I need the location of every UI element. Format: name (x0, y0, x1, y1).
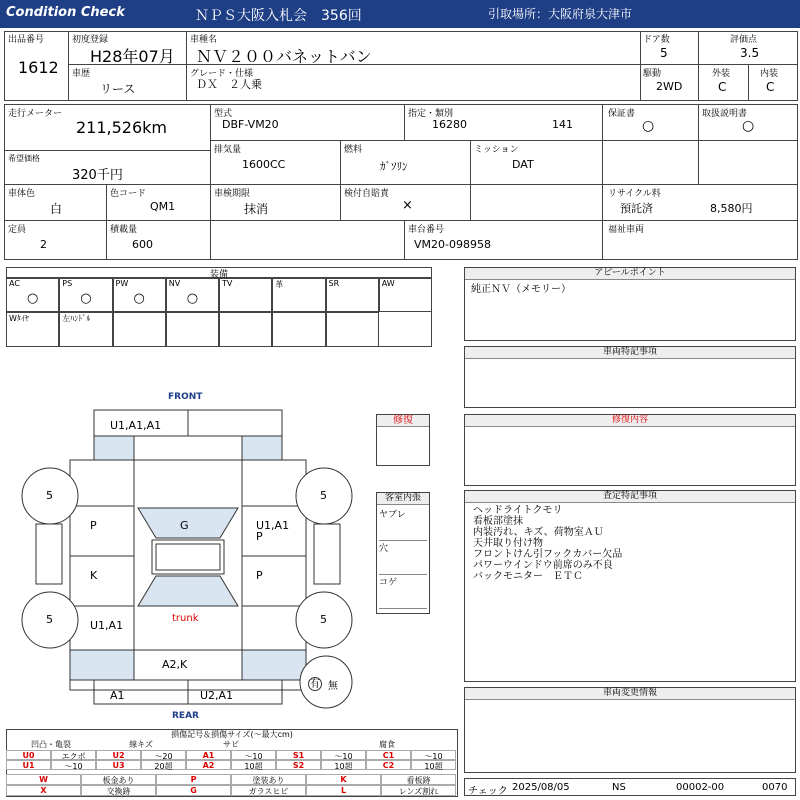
history: リース (100, 82, 136, 96)
mileage: 211,526km (76, 118, 168, 137)
check-code2: 0070 (762, 782, 788, 793)
inspector-notes-title: 査定特記事項 (465, 491, 795, 503)
tire-front-right: 5 (320, 489, 327, 502)
appeal-title: アピールポイント (465, 268, 795, 280)
interior: C (766, 80, 775, 94)
equipment-cell (6, 312, 59, 347)
legend-cell: G (156, 785, 231, 796)
vehicle-notes-title: 車両特記事項 (465, 347, 795, 359)
legend-title: 損傷記号＆損傷サイズ(〜最大cm) (171, 730, 293, 739)
equipment-key: PS (62, 279, 73, 288)
header-title: Condition Check (6, 5, 125, 20)
equipment-cell (166, 312, 219, 347)
legend-cell: P (156, 774, 231, 785)
equipment-key: Wﾀｲﾔ (9, 314, 29, 323)
interior-label: 内装 (760, 69, 779, 79)
lot-no-label: 出品番号 (8, 35, 45, 45)
vehicle-notes-box (464, 346, 796, 408)
mark-left-bottom: U1,A1 (90, 619, 124, 632)
model-type: DBF-VM20 (222, 118, 279, 131)
legend-cell: C2 (366, 760, 411, 770)
warranty-label: 保証書 (608, 109, 636, 119)
equipment-cell (166, 278, 219, 312)
model-name-label: 車種名 (190, 35, 218, 45)
equipment-key: AC (9, 279, 20, 288)
legend-cell: X (6, 785, 81, 796)
designation-label: 指定・類別 (408, 109, 454, 119)
equipment-cell (219, 312, 272, 347)
cabin-item: 穴 (379, 541, 427, 575)
capacity: 2 (40, 238, 47, 251)
repair-box (376, 414, 430, 466)
auction-name: ＮＰＳ大阪入札会 356回 (195, 8, 362, 24)
equipment-cell (272, 312, 325, 347)
legend-cell: 看板跡 (381, 774, 456, 785)
spare-no: 無 (328, 681, 338, 692)
legend-group: サビ (186, 739, 276, 751)
appeal-text: 純正ＮＶ（メモリー） (471, 284, 571, 295)
mark-right-top: U1,A1 (256, 519, 290, 532)
legend-cell: 〜10 (411, 750, 456, 760)
inspector-note-line: 看板部塗抹 (473, 516, 523, 527)
recycle-amount: 8,580円 (710, 202, 753, 215)
body-color: 白 (50, 202, 63, 216)
equipment-cell (113, 312, 166, 347)
equipment-value: ○ (26, 291, 39, 306)
mark-front-top: U1,A1,A1 (110, 419, 162, 432)
legend-cell: 〜20 (141, 750, 186, 760)
legend-cell: U3 (96, 760, 141, 770)
equipment-key: NV (168, 279, 181, 288)
tire-front-left: 5 (46, 489, 53, 502)
drive: 2WD (656, 80, 683, 93)
mark-right-p: P (256, 530, 263, 543)
first-reg-label: 初度登録 (72, 35, 109, 45)
legend-cell: S2 (276, 760, 321, 770)
mark-g: G (180, 519, 189, 532)
manual-label: 取扱説明書 (702, 109, 748, 119)
legend-cell: A2 (186, 760, 231, 770)
fuel-label: 燃料 (344, 145, 363, 155)
equipment-cell (272, 278, 325, 312)
header-bar (0, 0, 800, 28)
legend-cell: U2 (96, 750, 141, 760)
inspector-note-line: パワーウインドウ前席のみ不良 (473, 560, 613, 571)
equipment-cell (113, 278, 166, 312)
mark-left-p: P (90, 519, 97, 532)
tire-rear-right: 5 (320, 613, 327, 626)
cabin-item: ヤブレ (379, 507, 427, 541)
first-reg: H28年07月 (90, 47, 175, 66)
legend-cell: 〜10 (231, 750, 276, 760)
equipment-cell (379, 278, 432, 312)
color-code-label: 色コード (110, 189, 147, 199)
cabin-item: コゲ (379, 575, 427, 609)
inspector-note-line: 内装汚れ、キズ、荷物室ＡＵ (473, 527, 604, 538)
drive-label: 駆動 (643, 69, 662, 79)
insurance: × (402, 198, 413, 213)
legend-cell: 10超 (231, 760, 276, 770)
mark-a2k: A2,K (162, 658, 188, 671)
legend-cell: U0 (6, 750, 51, 760)
legend-group: 線キズ (96, 739, 186, 751)
mark-right-p2: P (256, 569, 263, 582)
equipment-cell (219, 278, 272, 312)
check-label: チェック (468, 786, 508, 797)
fuel: ｶﾞｿﾘﾝ (380, 160, 408, 173)
equipment-key: 左ﾊﾝﾄﾞﾙ (62, 314, 91, 323)
repair-box-title: 修復 (377, 415, 429, 427)
trunk-label: trunk (172, 613, 199, 624)
cabin-box (376, 492, 430, 614)
check-staff: NS (612, 782, 626, 793)
equipment-cell (326, 278, 379, 312)
legend-cell: 〜10 (51, 760, 96, 770)
inspection-label: 車検期限 (214, 189, 251, 199)
equipment-key: SR (328, 279, 340, 288)
equipment-cell (326, 312, 379, 347)
legend-cell: 10超 (321, 760, 366, 770)
capacity-label: 定員 (8, 225, 27, 235)
equipment-key: TV (222, 279, 233, 288)
inspector-note-line: 天井取り付け物 (473, 538, 543, 549)
model-name: ＮＶ２００バネットバン (196, 47, 372, 66)
displacement: 1600CC (242, 158, 286, 171)
load: 600 (132, 238, 153, 251)
load-label: 積載量 (110, 225, 138, 235)
equipment-cell (6, 278, 59, 312)
mission-label: ミッション (474, 145, 519, 155)
legend-cell: 板金あり (81, 774, 156, 785)
front-label: FRONT (168, 392, 203, 402)
welfare-label: 福祉車両 (608, 225, 645, 235)
mark-k: K (90, 569, 98, 582)
legend-group: 凹凸・亀裂 (6, 739, 96, 751)
legend-cell: ガラスヒビ (231, 785, 306, 796)
legend-cell: A1 (186, 750, 231, 760)
repair-content-box (464, 414, 796, 486)
exterior-label: 外装 (712, 69, 731, 79)
inspector-note-line: フロントけん引フックカバー欠品 (473, 549, 623, 560)
equipment-cell (59, 278, 112, 312)
legend-cell: エクボ (51, 750, 96, 760)
equipment-value: ○ (80, 291, 92, 306)
change-info-box (464, 687, 796, 773)
inspector-notes-lines (473, 505, 622, 582)
grade-score-label: 評価点 (730, 35, 758, 45)
price: 320千円 (72, 168, 123, 183)
equipment-key: 革 (275, 280, 284, 289)
legend-group: 腐食 (342, 739, 432, 751)
recycle-label: リサイクル料 (608, 189, 661, 199)
chassis: VM20-098958 (414, 238, 491, 251)
equipment-key: AW (381, 279, 395, 288)
designation: 16280 (432, 118, 467, 131)
mileage-label: 走行メーター (8, 109, 63, 119)
warranty: ○ (642, 118, 655, 134)
model-type-label: 型式 (214, 109, 233, 119)
legend-cell: 20超 (141, 760, 186, 770)
price-label: 希望価格 (8, 154, 40, 163)
class-no: 141 (552, 118, 573, 131)
check-code1: 00002-00 (676, 782, 725, 793)
spare-yes: 有 (310, 679, 320, 690)
exterior: C (718, 80, 727, 94)
legend-cell: K (306, 774, 381, 785)
equipment-key: PW (115, 279, 129, 288)
check-date: 2025/08/05 (512, 782, 570, 793)
rear-label: REAR (172, 711, 199, 721)
displacement-label: 排気量 (214, 145, 242, 155)
pickup-location: 引取場所：大阪府泉大津市 (488, 7, 633, 21)
mission: DAT (512, 158, 534, 171)
legend-cell: 交換跡 (81, 785, 156, 796)
car-diagram (20, 400, 360, 710)
inspection: 抹消 (244, 202, 269, 216)
lot-no: 1612 (18, 58, 59, 77)
body-color-label: 車体色 (8, 189, 36, 199)
legend-cell: 〜10 (321, 750, 366, 760)
inspector-note-line: バックモニター ＥＴＣ (473, 571, 583, 582)
equipment-cell (59, 312, 112, 347)
chassis-label: 車台番号 (408, 225, 445, 235)
doors: 5 (660, 46, 668, 60)
equipment-title: 装備 (6, 267, 432, 278)
legend-cell: U1 (6, 760, 51, 770)
doors-label: ドア数 (643, 35, 670, 45)
repair-content-title: 修復内容 (465, 415, 795, 427)
history-label: 車歴 (72, 69, 91, 79)
change-info-title: 車両変更情報 (465, 688, 795, 700)
legend-cell: 10超 (411, 760, 456, 770)
manual: ○ (742, 118, 755, 134)
insurance-label: 検付自賠責 (344, 189, 390, 199)
legend-cell: 塗装あり (231, 774, 306, 785)
color-code: QM1 (150, 200, 176, 213)
mark-u2a1: U2,A1 (200, 689, 234, 702)
mark-a1: A1 (110, 689, 125, 702)
equipment-value: ○ (133, 291, 145, 306)
legend-cell: S1 (276, 750, 321, 760)
grade: ＤＸ ２人乗 (196, 78, 262, 91)
recycle-status: 預託済 (620, 202, 653, 215)
cabin-title: 客室内張 (377, 493, 429, 505)
inspector-notes-box (464, 490, 796, 682)
equipment-value: ○ (186, 291, 199, 306)
grade-score: 3.5 (740, 46, 760, 60)
appeal-box (464, 267, 796, 341)
legend-cell: L (306, 785, 381, 796)
legend-cell: レンズ割れ (381, 785, 456, 796)
inspector-note-line: ヘッドライトクモリ (473, 505, 563, 516)
grade-label: グレード・仕様 (190, 69, 254, 79)
legend-cell: C1 (366, 750, 411, 760)
legend-cell: W (6, 774, 81, 785)
tire-rear-left: 5 (46, 613, 53, 626)
